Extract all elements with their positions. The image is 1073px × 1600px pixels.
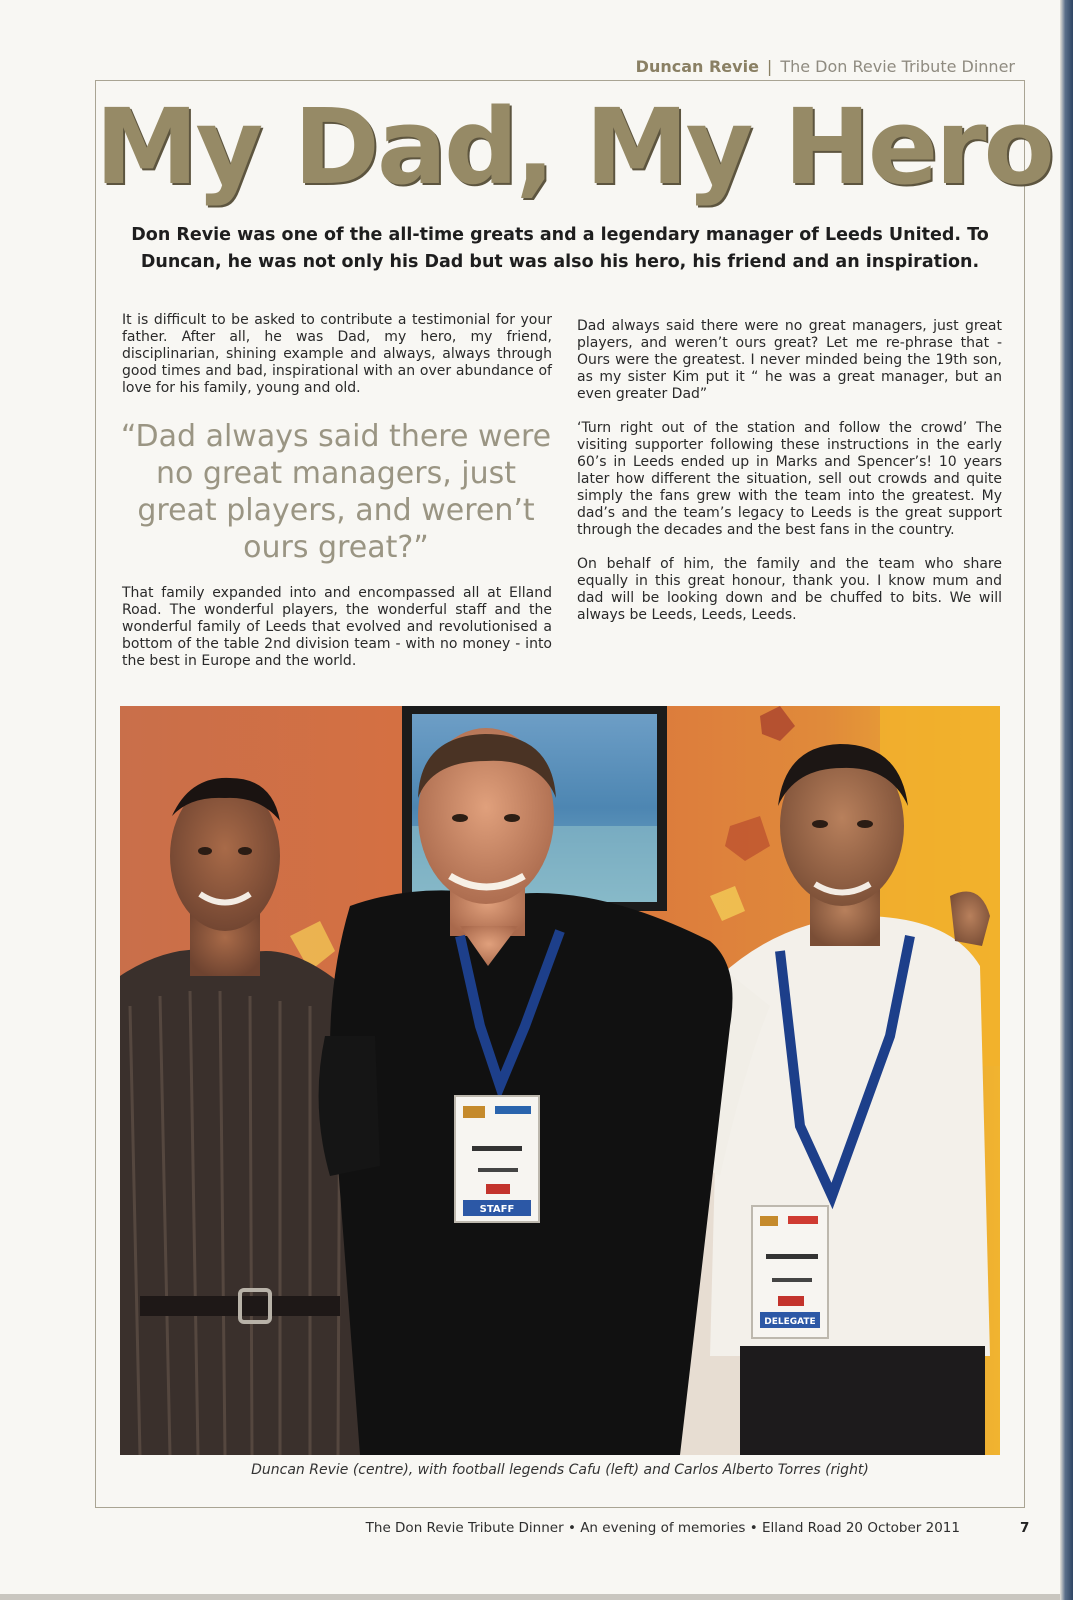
group-photo — [120, 706, 1000, 1455]
running-head-author: Duncan Revie — [635, 57, 759, 76]
body-paragraph: Dad always said there were no great managers, just great players, and weren’t ours great? Let me re-phrase that - Ours were the greatest. I never minded being the 19th son, as my sister Kim put it “ he was a great manager, but an even greater Dad” — [577, 318, 1002, 402]
adjacent-page-edge — [1060, 0, 1073, 1600]
body-right-column — [577, 318, 1002, 641]
body-paragraph: That family expanded into and encompassed all at Elland Road. The wonderful players, the wonderful staff and the wonderful family of Leeds that evolved and revolutionised a bottom of the table 2nd division team - with no money - into the best in Europe and the world. — [122, 585, 552, 669]
pull-quote: “Dad always said there were no great managers, just great players, and weren’t ours great?” — [120, 419, 552, 565]
body-paragraph: On behalf of him, the family and the team who share equally in this great honour, thank you. I know mum and dad will be looking down and be chuffed to bits. We will always be Leeds, Leeds, Leeds. — [577, 556, 1002, 623]
photo-illustration — [120, 706, 1000, 1455]
standfirst: Don Revie was one of the all-time greats and a legendary manager of Leeds United. To Duncan, he was not only his Dad but was also his hero, his friend and an inspiration. — [131, 225, 989, 272]
body-left-column — [122, 312, 552, 414]
body-paragraph: It is difficult to be asked to contribute a testimonial for your father. After all, he was Dad, my hero, my friend, disciplinarian, shining example and always, always through good times and bad, inspirational with an over abundance of love for his family, young and old. — [122, 312, 552, 396]
badge-center-label: STAFF — [479, 1204, 515, 1215]
photo-caption: Duncan Revie (centre), with football legends Cafu (left) and Carlos Alberto Torres (right) — [251, 1462, 869, 1478]
body-left-column-continued — [122, 585, 552, 687]
running-head-publication: The Don Revie Tribute Dinner — [780, 57, 1015, 76]
body-paragraph: ‘Turn right out of the station and follow the crowd’ The visiting supporter following these instructions in the early 60’s in Leeds ended up in Marks and Spencer’s! 10 years later how different the situation, sell out crowds and quite simply the fans grew with the team into the greatest. My dad’s and the team’s legacy to Leeds is the great support through the decades and the best fans in the country. — [577, 420, 1002, 538]
page-number: 7 — [1020, 1520, 1030, 1536]
page-footer: The Don Revie Tribute Dinner • An evening of memories • Elland Road 20 October 2011 — [365, 1520, 960, 1536]
running-head-separator: | — [766, 57, 773, 76]
headline: My Dad, My Hero — [95, 86, 1052, 208]
running-head — [636, 57, 1015, 76]
badge-right-label: DELEGATE — [764, 1317, 816, 1327]
